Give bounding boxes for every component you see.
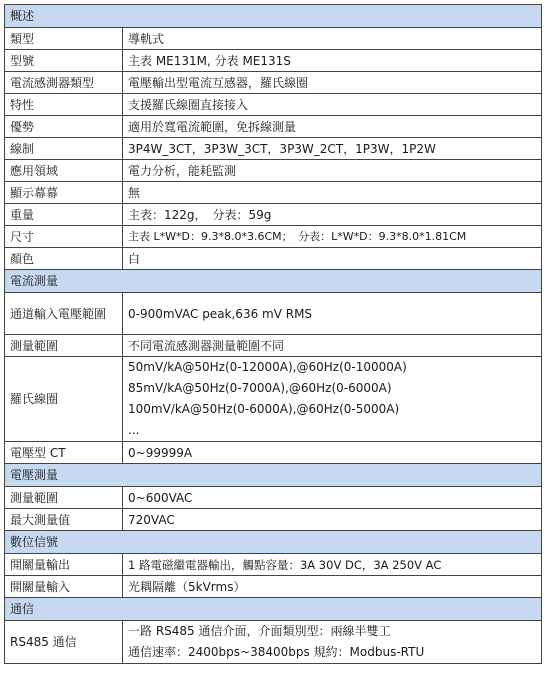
row-label: 重量 bbox=[5, 204, 123, 226]
row-label: 通道輸入電壓範圍 bbox=[5, 293, 123, 335]
row-value: 支援羅氏線圈直接接入 bbox=[123, 94, 542, 116]
table-row bbox=[5, 94, 542, 116]
table-row bbox=[5, 182, 542, 204]
row-value: 白 bbox=[123, 248, 542, 270]
section-title: 概述 bbox=[5, 5, 542, 28]
row-label: 尺寸 bbox=[5, 226, 123, 248]
row-label: 開關量輸入 bbox=[5, 576, 123, 598]
table-row bbox=[5, 160, 542, 182]
row-value-line: 100mV/kA@50Hz(0-6000A),@60Hz(0-5000A) bbox=[128, 402, 400, 416]
table-row bbox=[5, 357, 542, 442]
row-value-line: 通信速率：2400bps~38400bps 規約：Modbus-RTU bbox=[128, 645, 425, 659]
row-label: 特性 bbox=[5, 94, 123, 116]
section-title: 通信 bbox=[5, 598, 542, 621]
table-row bbox=[5, 442, 542, 464]
row-value: 電力分析，能耗監測 bbox=[123, 160, 542, 182]
row-label: 應用領域 bbox=[5, 160, 123, 182]
row-label: 最大測量值 bbox=[5, 509, 123, 531]
row-value: 主表 L*W*D：9.3*8.0*3.6CM； 分表：L*W*D：9.3*8.0*1.81CM bbox=[123, 226, 542, 248]
table-row bbox=[5, 138, 542, 160]
row-value: 導軌式 bbox=[123, 28, 542, 50]
row-value: 720VAC bbox=[123, 509, 542, 531]
table-row bbox=[5, 293, 542, 335]
row-label: 開關量輸出 bbox=[5, 554, 123, 576]
table-row bbox=[5, 116, 542, 138]
row-label: RS485 通信 bbox=[5, 621, 123, 664]
row-value: 0-900mVAC peak,636 mV RMS bbox=[123, 293, 542, 335]
table-row bbox=[5, 226, 542, 248]
row-label: 類型 bbox=[5, 28, 123, 50]
row-value: 無 bbox=[123, 182, 542, 204]
section-header-current-measurement bbox=[5, 270, 542, 293]
table-row bbox=[5, 28, 542, 50]
row-value: 不同電流感測器測量範圍不同 bbox=[123, 335, 542, 357]
row-value: 適用於寬電流範圍，免拆線測量 bbox=[123, 116, 542, 138]
row-label: 優勢 bbox=[5, 116, 123, 138]
row-label: 顏色 bbox=[5, 248, 123, 270]
rs485-values bbox=[123, 621, 542, 664]
row-label: 測量範圍 bbox=[5, 335, 123, 357]
row-value-line: 85mV/kA@50Hz(0-7000A),@60Hz(0-6000A) bbox=[128, 381, 392, 395]
section-header-digital-signal bbox=[5, 531, 542, 554]
table-row bbox=[5, 335, 542, 357]
table-row bbox=[5, 72, 542, 94]
row-value: 主表：122g， 分表：59g bbox=[123, 204, 542, 226]
row-label: 羅氏線圈 bbox=[5, 357, 123, 442]
section-header-voltage-measurement bbox=[5, 464, 542, 487]
spec-table bbox=[4, 4, 542, 664]
row-label: 顯示幕幕 bbox=[5, 182, 123, 204]
row-value: 1 路電磁繼電器輸出，觸點容量：3A 30V DC，3A 250V AC bbox=[123, 554, 542, 576]
row-value: 0~600VAC bbox=[123, 487, 542, 509]
table-row bbox=[5, 509, 542, 531]
table-row bbox=[5, 576, 542, 598]
section-title: 數位信號 bbox=[5, 531, 542, 554]
table-row bbox=[5, 50, 542, 72]
row-value: 電壓輸出型電流互感器，羅氏線圈 bbox=[123, 72, 542, 94]
row-label: 型號 bbox=[5, 50, 123, 72]
section-header-communication bbox=[5, 598, 542, 621]
section-title: 電流測量 bbox=[5, 270, 542, 293]
section-header-overview bbox=[5, 5, 542, 28]
table-row bbox=[5, 487, 542, 509]
row-label: 線制 bbox=[5, 138, 123, 160]
table-row bbox=[5, 621, 542, 664]
row-value-line: ... bbox=[128, 423, 140, 437]
rogowski-values bbox=[123, 357, 542, 442]
section-title: 電壓測量 bbox=[5, 464, 542, 487]
row-label: 電壓型 CT bbox=[5, 442, 123, 464]
table-row bbox=[5, 204, 542, 226]
row-value: 0~99999A bbox=[123, 442, 542, 464]
row-label: 測量範圍 bbox=[5, 487, 123, 509]
table-row bbox=[5, 248, 542, 270]
row-label: 電流感測器類型 bbox=[5, 72, 123, 94]
table-row bbox=[5, 554, 542, 576]
row-value-line: 50mV/kA@50Hz(0-12000A),@60Hz(0-10000A) bbox=[128, 360, 407, 374]
row-value: 主表 ME131M, 分表 ME131S bbox=[123, 50, 542, 72]
row-value-line: 一路 RS485 通信介面，介面類別型：兩線半雙工 bbox=[128, 624, 391, 638]
row-value: 光耦隔離（5kVrms） bbox=[123, 576, 542, 598]
row-value: 3P4W_3CT，3P3W_3CT，3P3W_2CT，1P3W，1P2W bbox=[123, 138, 542, 160]
